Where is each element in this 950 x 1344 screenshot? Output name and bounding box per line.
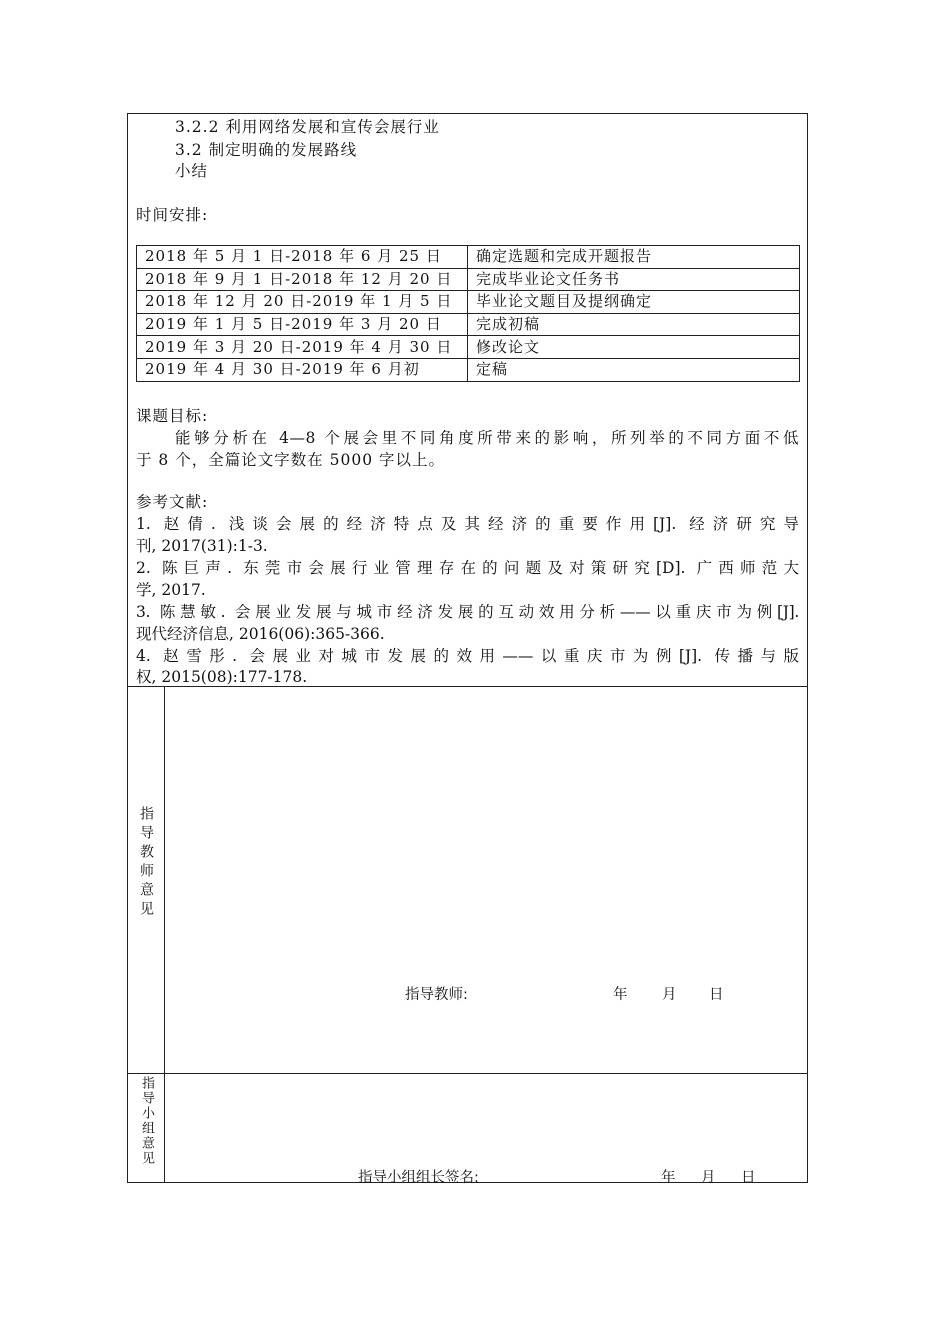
schedule-period: 2018 年 5 月 1 日-2018 年 6 月 25 日 xyxy=(137,246,468,269)
reference-2-line-1: 2. 陈巨声. 东莞市会展行业管理存在的问题及对策研究[D]. 广西师范大 xyxy=(136,559,799,577)
advisor-signature-label: 指导教师: xyxy=(405,987,468,1003)
schedule-task: 确定选题和完成开题报告 xyxy=(468,246,800,269)
schedule-period: 2019 年 4 月 30 日-2019 年 6 月初 xyxy=(137,358,468,381)
schedule-period: 2019 年 3 月 20 日-2019 年 4 月 30 日 xyxy=(137,336,468,359)
table-row xyxy=(137,246,800,269)
table-row xyxy=(137,358,800,381)
schedule-task: 完成初稿 xyxy=(468,313,800,336)
references-heading: 参考文献: xyxy=(136,493,209,511)
outline-line-3: 小结 xyxy=(175,162,209,180)
schedule-table xyxy=(136,245,800,382)
outline-line-1: 3.2.2 利用网络发展和宣传会展行业 xyxy=(175,118,440,136)
label-column-divider xyxy=(164,686,165,1183)
reference-4-line-1: 4. 赵雪彤. 会展业对城市发展的效用——以重庆市为例[J]. 传播与版 xyxy=(136,647,799,665)
schedule-heading: 时间安排: xyxy=(136,206,209,224)
advisor-opinion-label: 指导教师意见 xyxy=(138,806,154,920)
schedule-period: 2019 年 1 月 5 日-2019 年 3 月 20 日 xyxy=(137,313,468,336)
reference-1-line-1: 1. 赵倩. 浅谈会展的经济特点及其经济的重要作用[J]. 经济研究导 xyxy=(136,515,799,533)
goal-text-line-2: 于 8 个，全篇论文字数在 5000 字以上。 xyxy=(136,451,446,469)
schedule-task: 完成毕业论文任务书 xyxy=(468,268,800,291)
group-opinion-label: 指导小组意见 xyxy=(139,1076,154,1166)
schedule-period: 2018 年 9 月 1 日-2018 年 12 月 20 日 xyxy=(137,268,468,291)
goal-text-line-1: 能够分析在 4—8 个展会里不同角度所带来的影响，所列举的不同方面不低 xyxy=(175,429,799,447)
reference-2-line-2: 学, 2017. xyxy=(136,581,206,599)
reference-4-line-2: 权, 2015(08):177-178. xyxy=(136,668,308,686)
table-row xyxy=(137,313,800,336)
table-row xyxy=(137,268,800,291)
schedule-task: 定稿 xyxy=(468,358,800,381)
schedule-task: 毕业论文题目及提纲确定 xyxy=(468,291,800,314)
advisor-date-day: 日 xyxy=(709,987,724,1003)
schedule-period: 2018 年 12 月 20 日-2019 年 1 月 5 日 xyxy=(137,291,468,314)
goal-heading: 课题目标: xyxy=(136,407,209,425)
group-date-month: 月 xyxy=(701,1170,716,1186)
group-leader-signature-label: 指导小组组长签名: xyxy=(358,1170,479,1186)
reference-3-line-1: 3. 陈慧敏. 会展业发展与城市经济发展的互动效用分析——以重庆市为例[J]. xyxy=(136,603,799,621)
table-row xyxy=(137,336,800,359)
schedule-task: 修改论文 xyxy=(468,336,800,359)
advisor-date-month: 月 xyxy=(662,987,677,1003)
section-divider-group xyxy=(127,1073,808,1074)
advisor-date-year: 年 xyxy=(613,987,628,1003)
reference-1-line-2: 刊, 2017(31):1-3. xyxy=(136,537,268,555)
group-date-year: 年 xyxy=(661,1170,676,1186)
reference-3-line-2: 现代经济信息, 2016(06):365-366. xyxy=(136,625,385,643)
table-row xyxy=(137,291,800,314)
group-date-day: 日 xyxy=(741,1170,756,1186)
outline-line-2: 3.2 制定明确的发展路线 xyxy=(175,141,358,159)
